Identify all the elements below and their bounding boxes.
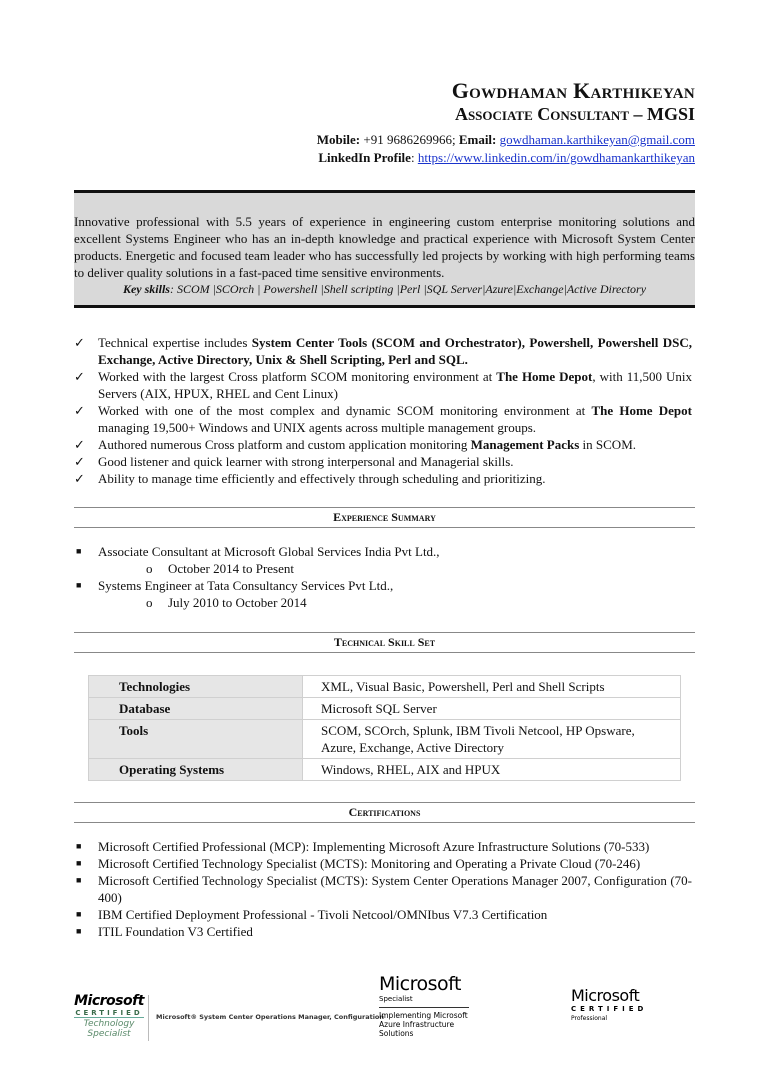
skill-category: Tools [89,720,303,759]
check-icon: ✓ [74,471,85,486]
period-text: July 2010 to October 2014 [168,595,307,610]
certifications-list [74,838,692,940]
table-row [89,720,681,759]
logo-type: Technology Specialist [83,1019,135,1039]
logo-desc: Implementing Microsoft Azure Infrastructure Solutions [379,1011,468,1038]
skill-values: XML, Visual Basic, Powershell, Perl and Shell Scripts [303,676,681,698]
highlight-text: Good listener and quick learner with strong interpersonal and Managerial skills. [98,454,514,469]
check-icon: ✓ [74,369,85,384]
certification-text: Microsoft Certified Professional (MCP): Implementing Microsoft Azure Infrastructure Solutions (70-533) [98,839,650,854]
skill-values: Windows, RHEL, AIX and HPUX [303,759,681,781]
microsoft-certified-professional-logo [571,986,661,1022]
highlight-text: managing 19,500+ Windows and UNIX agents across multiple management groups. [98,420,537,435]
certification-text: Microsoft Certified Technology Specialist (MCTS): System Center Operations Manager 2007, Configuration (70-400) [98,873,692,905]
check-icon: ✓ [74,437,85,452]
highlight-item [74,470,692,487]
square-bullet-icon: ■ [76,926,82,936]
highlight-text: Worked with one of the most complex and dynamic SCOM monitoring environment at [98,403,592,418]
logo-desc: Microsoft® System Center Operations Manager, Configuration [156,1013,385,1021]
period-text: October 2014 to Present [168,561,295,576]
highlight-item [74,402,692,436]
logo-type: Specialist [379,995,469,1008]
separator: : [410,150,418,165]
experience-role: Systems Engineer at Tata Consultancy Services Pvt Ltd., [98,578,394,593]
table-row [89,698,681,720]
linkedin-link[interactable]: https://www.linkedin.com/in/gowdhamankarthikeyan [417,150,695,165]
square-bullet-icon: ■ [76,858,82,868]
logo-brand: Microsoft [571,986,640,1005]
experience-list [74,543,692,611]
email-link[interactable]: gowdhaman.karthikeyan@gmail.com [499,132,695,147]
experience-period [74,560,692,577]
check-icon: ✓ [74,335,85,350]
highlight-text: in SCOM. [579,437,637,452]
summary-box [74,190,695,308]
square-bullet-icon: ■ [76,580,82,590]
highlight-bold: The Home Depot [591,403,692,418]
certification-item [74,872,692,906]
table-row [89,759,681,781]
check-icon: ✓ [74,454,85,469]
mcts-logo [74,993,385,1043]
contact-info [317,131,695,167]
highlight-bold: System Center Tools (SCOM and Orchestrator), Powershell, Powershell DSC, Exchange, Active Directory, Unix & Shell Scripting, Perl and SQL. [98,335,692,367]
circle-bullet-icon: o [146,595,153,610]
table-row [89,676,681,698]
highlight-item [74,436,692,453]
certification-item [74,838,692,855]
experience-period [74,594,692,611]
linkedin-label: LinkedIn Profile [318,150,411,165]
highlight-item [74,368,692,402]
logo-brand: Microsoft [74,993,144,1009]
summary-text: Innovative professional with 5.5 years of experience in engineering custom enterprise monitoring solutions and excellent Systems Engineer who has an in-depth knowledge and practical experience with Microsoft System Center products. Energetic and focused team leader who has successfully led projects by working with high performing teams to deliver quality solutions in a fast-paced time sensitive environments. [74,214,695,280]
square-bullet-icon: ■ [76,909,82,919]
mobile-label: Mobile: [316,132,361,147]
highlight-bold: Management Packs [470,437,580,452]
skill-values: SCOM, SCOrch, Splunk, IBM Tivoli Netcool, HP Opsware, Azure, Exchange, Active Directory [303,720,681,759]
mobile-number: +91 9686269966; [360,132,459,147]
highlights-list [74,334,692,487]
section-heading-certifications: Certifications [74,802,695,823]
highlight-text: Authored numerous Cross platform and custom application monitoring [98,437,471,452]
email-label: Email: [458,132,497,147]
key-skills-label: Key skills [122,282,170,296]
certification-item [74,906,692,923]
highlight-bold: The Home Depot [496,369,593,384]
logo-cert: CERTIFIED [75,1009,143,1017]
job-title: Associate Consultant – MGSI [454,104,695,124]
certification-text: IBM Certified Deployment Professional - Tivoli Netcool/OMNIbus V7.3 Certification [98,907,548,922]
certification-text: ITIL Foundation V3 Certified [98,924,253,939]
microsoft-specialist-logo [379,973,479,1038]
key-skills-list: : SCOM |SCOrch | Powershell |Shell scripting |Perl |SQL Server|Azure|Exchange|Active Directory [169,282,647,296]
square-bullet-icon: ■ [76,546,82,556]
highlight-item [74,334,692,368]
highlight-item [74,453,692,470]
section-heading-experience: Experience Summary [74,507,695,528]
experience-role: Associate Consultant at Microsoft Global Services India Pvt Ltd., [98,544,440,559]
highlight-text: Technical expertise includes [98,335,252,350]
skills-table [88,675,681,781]
key-skills [74,282,695,297]
certification-text: Microsoft Certified Technology Specialist (MCTS): Monitoring and Operating a Private Cloud (70-246) [98,856,641,871]
certification-item [74,923,692,940]
check-icon: ✓ [74,403,85,418]
square-bullet-icon: ■ [76,875,82,885]
experience-item [74,577,692,594]
highlight-text: Worked with the largest Cross platform SCOM monitoring environment at [98,369,497,384]
candidate-name: Gowdhaman Karthikeyan [451,78,695,103]
logo-brand: Microsoft [379,973,461,995]
skill-category: Technologies [89,676,303,698]
skill-values: Microsoft SQL Server [303,698,681,720]
certification-item [74,855,692,872]
circle-bullet-icon: o [146,561,153,576]
highlight-text: Ability to manage time efficiently and effectively through scheduling and prioritizing. [98,471,546,486]
highlight-text: , with 11,500 Unix Servers (AIX, HPUX, RHEL and Cent Linux) [98,369,692,401]
skill-category: Operating Systems [89,759,303,781]
logo-type: Professional [571,1015,608,1022]
logo-cert: CERTIFIED [571,1005,648,1013]
experience-item [74,543,692,560]
skill-category: Database [89,698,303,720]
section-heading-skills: Technical Skill Set [74,632,695,653]
square-bullet-icon: ■ [76,841,82,851]
